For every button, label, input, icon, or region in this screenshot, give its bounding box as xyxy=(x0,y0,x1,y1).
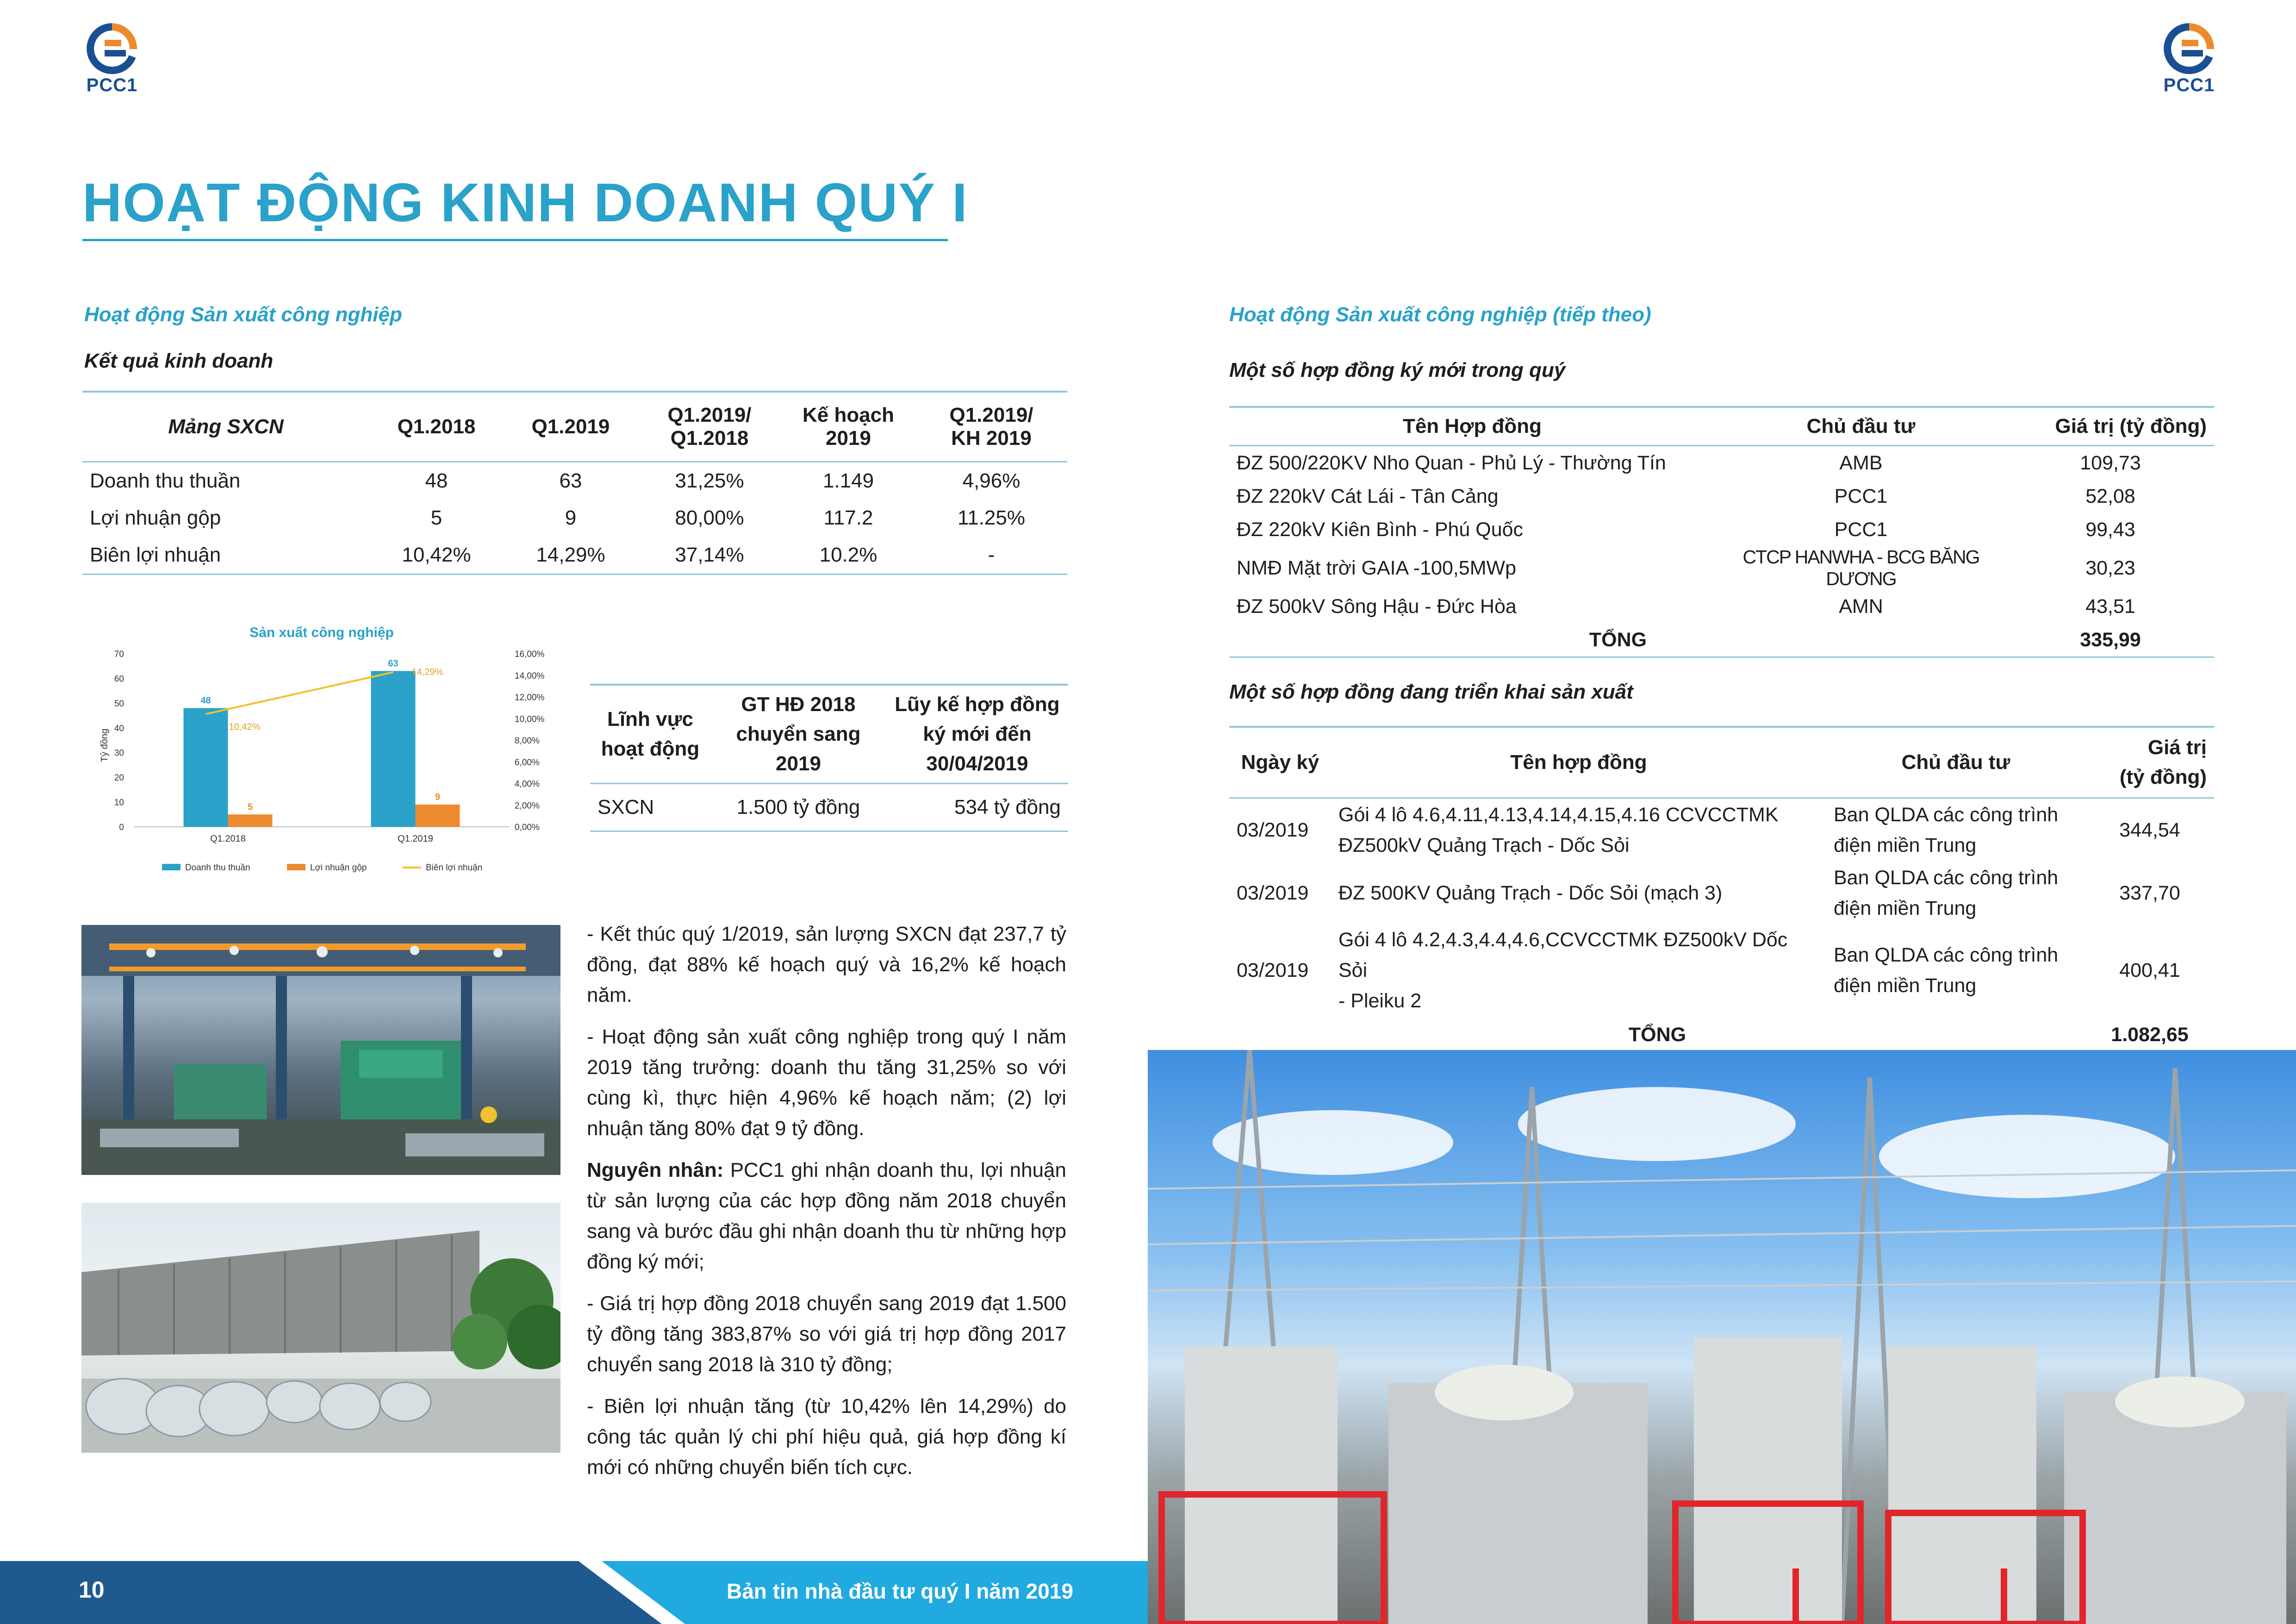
factory-yard-illustration xyxy=(81,1203,560,1453)
col-header: Giá trị (tỷ đồng) xyxy=(2007,407,2214,446)
cell: Ban QLDA các công trình điện miền Trung xyxy=(1834,944,2059,997)
substation-photo xyxy=(1148,1050,2296,1624)
cell: 337,70 xyxy=(2119,882,2180,904)
cell: 14,29% xyxy=(504,537,638,575)
cell: 43,51 xyxy=(2085,595,2135,618)
line-data-label: 14,29% xyxy=(411,667,443,677)
col-header: Q1.2019 xyxy=(504,392,638,462)
table-total-row xyxy=(1229,1016,2214,1054)
legend-label: Lợi nhuận gộp xyxy=(310,863,367,873)
cell: 37,14% xyxy=(638,537,781,575)
cell: - xyxy=(915,537,1067,575)
legend-swatch xyxy=(162,864,180,870)
factory-interior-illustration xyxy=(81,925,560,1175)
bar-gross-profit xyxy=(416,805,460,827)
x-tick-label: Q1.2018 xyxy=(210,834,246,844)
cell: Ban QLDA các công trình điện miền Trung xyxy=(1834,804,2059,856)
page-title: HOẠT ĐỘNG KINH DOANH QUÝ I xyxy=(82,172,968,233)
cell: 5 xyxy=(430,506,442,529)
cell: Lợi nhuận gộp xyxy=(90,506,221,529)
paragraph: - Hoạt động sản xuất công nghiệp trong quý I năm 2019 tăng trưởng: doanh thu tăng 31,25% so với cùng kì, thực hiện 4,96% kế hoạch năm; (2) lợi nhuận tăng 80% đạt 9 tỷ đồng. xyxy=(587,1025,1066,1140)
ongoing-contracts-table xyxy=(1229,726,2214,1055)
cell: Gói 4 lô 4.6,4.11,4.13,4.14,4.15,4.16 CCVCCTMK ĐZ500kV Quảng Trạch - Dốc Sỏi xyxy=(1338,804,1779,856)
y2-tick-label: 4,00% xyxy=(515,779,540,789)
table-row xyxy=(1229,798,2214,862)
table-row xyxy=(1229,446,2214,480)
chart-title: Sản xuất công nghiệp xyxy=(249,625,394,640)
cell: Gói 4 lô 4.2,4.3,4.4,4.6,CCVCCTMK ĐZ500kV Dốc Sỏi - Pleiku 2 xyxy=(1338,929,1788,1012)
y-tick-label: 70 xyxy=(114,650,124,659)
table-header-row xyxy=(1229,727,2214,798)
y2-tick-label: 2,00% xyxy=(515,801,540,811)
table-row xyxy=(82,462,1067,500)
col-header: Chủ đầu tư xyxy=(1715,407,2007,446)
cell: NMĐ Mặt trời GAIA -100,5MWp xyxy=(1237,556,1517,579)
col-header: Lĩnh vực hoạt động xyxy=(590,685,710,784)
col-header: Q1.2019/ Q1.2018 xyxy=(638,392,781,462)
cell: 03/2019 xyxy=(1237,882,1309,904)
col-header: Ngày ký xyxy=(1229,727,1331,798)
col-header: Mảng SXCN xyxy=(82,392,369,462)
results-title: Kết quả kinh doanh xyxy=(84,350,274,372)
table-row xyxy=(1229,924,2214,1016)
bar-data-label: 9 xyxy=(435,792,441,802)
ongoing-contracts-title: Một số hợp đồng đang triển khai sản xuất xyxy=(1229,681,1633,703)
factory-interior-photo xyxy=(81,925,560,1175)
table-row xyxy=(1229,862,2214,924)
y-tick-label: 10 xyxy=(114,798,124,808)
table-row xyxy=(590,784,1068,831)
col-header: Tên hợp đồng xyxy=(1331,727,1826,798)
bar-revenue xyxy=(371,671,416,827)
cell: 1.500 tỷ đồng xyxy=(710,784,886,831)
table-row xyxy=(1229,590,2214,623)
page-number: 10 xyxy=(79,1577,105,1603)
pcc1-logo-left xyxy=(80,23,144,97)
bar-revenue xyxy=(184,708,228,827)
bar-data-label: 63 xyxy=(388,658,398,669)
analysis-text xyxy=(587,919,1066,1494)
total-label: TỔNG xyxy=(1229,1016,2085,1054)
y-tick-label: 60 xyxy=(114,674,124,684)
paragraph: - Giá trị hợp đồng 2018 chuyển sang 2019 đạt 1.500 tỷ đồng tăng 383,87% so với giá trị hợp đồng 2017 chuyển sang 2018 là 310 tỷ đồng; xyxy=(587,1292,1066,1376)
table-header-row xyxy=(1229,407,2214,446)
y-tick-label: 20 xyxy=(114,773,124,783)
cell: 400,41 xyxy=(2119,959,2180,981)
total-value: 335,99 xyxy=(2007,623,2214,657)
y2-tick-label: 16,00% xyxy=(515,650,545,659)
cell: 4,96% xyxy=(962,469,1020,492)
cell: AMB xyxy=(1839,451,1883,474)
legend-swatch xyxy=(287,864,305,870)
cell: ĐZ 500KV Quảng Trạch - Dốc Sỏi (mạch 3) xyxy=(1338,882,1723,904)
logo-wordmark: PCC1 xyxy=(86,75,138,95)
col-header: Kế hoạch 2019 xyxy=(781,392,915,462)
cell: 63 xyxy=(559,469,582,492)
contracts-table xyxy=(590,684,1068,832)
paragraph: - Biên lợi nhuận tăng (từ 10,42% lên 14,29%) do công tác quản lý chi phí hiệu quả, giá hợp đồng kí mới có những chuyển biến tích cực. xyxy=(587,1395,1066,1479)
cell: 10.2% xyxy=(781,537,915,575)
bar-gross-profit xyxy=(228,814,273,827)
cell: 109,73 xyxy=(2080,451,2141,474)
line-data-label: 10,42% xyxy=(229,722,261,732)
bar-data-label: 5 xyxy=(247,802,253,812)
table-row xyxy=(1229,546,2214,590)
col-header: Giá trị (tỷ đồng) xyxy=(2085,727,2214,798)
col-header: Q1.2018 xyxy=(369,392,504,462)
y2-tick-label: 6,00% xyxy=(515,757,540,768)
cell: 1.149 xyxy=(822,469,874,492)
col-header: GT HĐ 2018 chuyển sang 2019 xyxy=(710,685,886,784)
legend-label: Doanh thu thuần xyxy=(185,863,250,873)
cell: SXCN xyxy=(590,784,710,831)
cell: ĐZ 220kV Cát Lái - Tân Cảng xyxy=(1237,485,1499,507)
paragraph: Nguyên nhân: PCC1 ghi nhận doanh thu, lợi nhuận từ sản lượng của các hợp đồng năm 2018 chuyển sang và bước đầu ghi nhận doanh thu từ những hợp đồng ký mới; xyxy=(587,1159,1066,1273)
total-label: TỔNG xyxy=(1229,623,2007,657)
cell: Biên lợi nhuận xyxy=(82,537,369,575)
cell: Doanh thu thuần xyxy=(90,469,241,492)
right-section-title: Hoạt động Sản xuất công nghiệp (tiếp theo) xyxy=(1229,303,1651,326)
cell: 31,25% xyxy=(675,469,744,492)
cell: AMN xyxy=(1839,595,1883,618)
table-row xyxy=(82,537,1067,575)
y2-tick-label: 10,00% xyxy=(515,714,545,725)
cell: 10,42% xyxy=(369,537,504,575)
x-tick-label: Q1.2019 xyxy=(398,834,433,844)
industrial-production-chart xyxy=(79,620,579,880)
cell: 30,23 xyxy=(2085,556,2135,579)
table-row xyxy=(82,500,1067,537)
table-total-row xyxy=(1229,623,2214,657)
y-tick-label: 30 xyxy=(114,748,124,758)
pcc1-logo-icon xyxy=(2161,23,2217,74)
y-tick-label: 40 xyxy=(114,724,124,734)
results-table xyxy=(82,391,1067,575)
y2-tick-label: 0,00% xyxy=(515,823,540,832)
logo-wordmark: PCC1 xyxy=(2163,75,2215,95)
table-header-row xyxy=(82,392,1067,462)
total-value: 1.082,65 xyxy=(2085,1016,2214,1054)
pcc1-logo-right xyxy=(2157,23,2221,97)
y-axis-label: Tỷ đồng xyxy=(100,728,110,762)
cell: 9 xyxy=(565,506,577,529)
y-tick-label: 0 xyxy=(119,823,124,832)
cell: PCC1 xyxy=(1834,485,1888,507)
bar-data-label: 48 xyxy=(200,695,211,706)
y2-tick-label: 12,00% xyxy=(515,693,545,703)
cell: PCC1 xyxy=(1834,518,1888,541)
new-contracts-table xyxy=(1229,406,2214,658)
cell: 117.2 xyxy=(823,506,873,529)
cell: Ban QLDA các công trình điện miền Trung xyxy=(1834,867,2059,919)
table-row xyxy=(1229,480,2214,513)
margin-line xyxy=(206,672,393,714)
table-row xyxy=(1229,513,2214,546)
col-header: Q1.2019/ KH 2019 xyxy=(915,392,1067,462)
cell: 03/2019 xyxy=(1237,959,1309,981)
cell: 534 tỷ đồng xyxy=(886,784,1068,831)
col-header: Lũy kế hợp đồng ký mới đến 30/04/2019 xyxy=(886,685,1068,784)
cell: 99,43 xyxy=(2085,518,2135,541)
table-header-row xyxy=(590,685,1068,784)
cell: 344,54 xyxy=(2119,819,2180,841)
cell: 48 xyxy=(425,469,448,492)
title-underline xyxy=(82,239,948,241)
cell: ĐZ 500/220KV Nho Quan - Phủ Lý - Thường Tín xyxy=(1237,451,1666,474)
new-contracts-title: Một số hợp đồng ký mới trong quý xyxy=(1229,359,1566,381)
pcc1-logo-icon xyxy=(84,23,140,74)
cell: 03/2019 xyxy=(1237,819,1309,841)
factory-yard-photo xyxy=(81,1203,560,1453)
cell: ĐZ 500kV Sông Hậu - Đức Hòa xyxy=(1237,595,1517,618)
cell: 11.25% xyxy=(958,506,1025,529)
substation-illustration xyxy=(1148,1050,2296,1624)
y2-tick-label: 14,00% xyxy=(515,671,545,681)
cell: CTCP HANWHA - BCG BĂNG DƯƠNG xyxy=(1742,546,1979,589)
y-tick-label: 50 xyxy=(114,699,124,709)
cell: 52,08 xyxy=(2085,485,2135,507)
left-section-title: Hoạt động Sản xuất công nghiệp xyxy=(84,303,402,326)
cell: ĐZ 220kV Kiên Bình - Phú Quốc xyxy=(1237,518,1524,541)
col-header: Tên Hợp đồng xyxy=(1229,407,1715,446)
footer-title: Bản tin nhà đầu tư quý I năm 2019 xyxy=(727,1579,1074,1603)
paragraph: - Kết thúc quý 1/2019, sản lượng SXCN đạt 237,7 tỷ đồng, đạt 88% kế hoạch quý và 16,2% kế hoạch năm. xyxy=(587,923,1066,1006)
legend-label: Biên lợi nhuận xyxy=(426,863,483,873)
y2-tick-label: 8,00% xyxy=(515,736,540,746)
col-header: Chủ đầu tư xyxy=(1826,727,2085,798)
cell: 80,00% xyxy=(675,506,744,529)
